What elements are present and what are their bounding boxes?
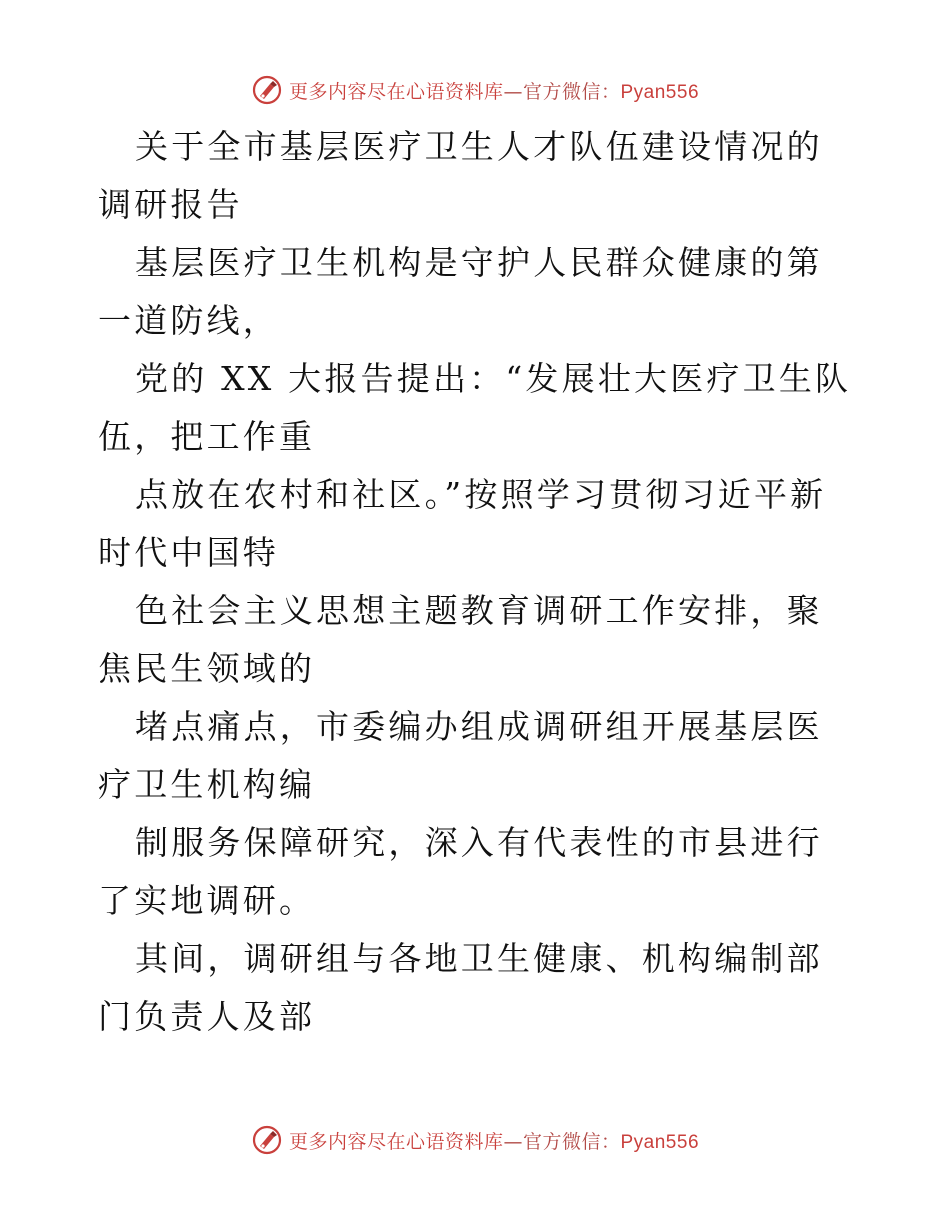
footer-banner	[0, 1120, 950, 1160]
paragraph: 其间，调研组与各地卫生健康、机构编制部门负责人及部	[98, 939, 823, 1036]
pen-nib-logo-icon	[251, 1124, 283, 1156]
banner-wechat-id: Pyan556	[620, 81, 700, 103]
header-banner	[0, 70, 950, 110]
banner-text	[289, 1127, 699, 1154]
paragraph: 色社会主义思想主题教育调研工作安排，聚焦民生领域的	[98, 591, 823, 688]
paragraph: 基层医疗卫生机构是守护人民群众健康的第一道防线，	[98, 243, 823, 340]
banner-dash: —	[503, 1130, 523, 1153]
paragraph: 党的 XX 大报告提出：“发展壮大医疗卫生队伍，把工作重	[98, 359, 852, 456]
paragraph: 制服务保障研究，深入有代表性的市县进行了实地调研。	[98, 823, 823, 920]
banner-site-text: 更多内容尽在心语资料库	[288, 1130, 504, 1153]
document-body	[98, 118, 858, 1046]
paragraph: 点放在农村和社区。”按照学习贯彻习近平新时代中国特	[98, 475, 827, 572]
banner-wechat-label: 官方微信：	[522, 1130, 621, 1153]
banner-wechat-label: 官方微信：	[522, 80, 621, 103]
banner-dash: —	[503, 80, 523, 103]
banner-text	[289, 77, 699, 104]
document-title: 关于全市基层医疗卫生人才队伍建设情况的调研报告	[98, 127, 823, 224]
banner-wechat-id: Pyan556	[620, 1131, 700, 1153]
pen-nib-logo-icon	[251, 74, 283, 106]
banner-site-text: 更多内容尽在心语资料库	[288, 80, 504, 103]
paragraph: 堵点痛点，市委编办组成调研组开展基层医疗卫生机构编	[98, 707, 823, 804]
